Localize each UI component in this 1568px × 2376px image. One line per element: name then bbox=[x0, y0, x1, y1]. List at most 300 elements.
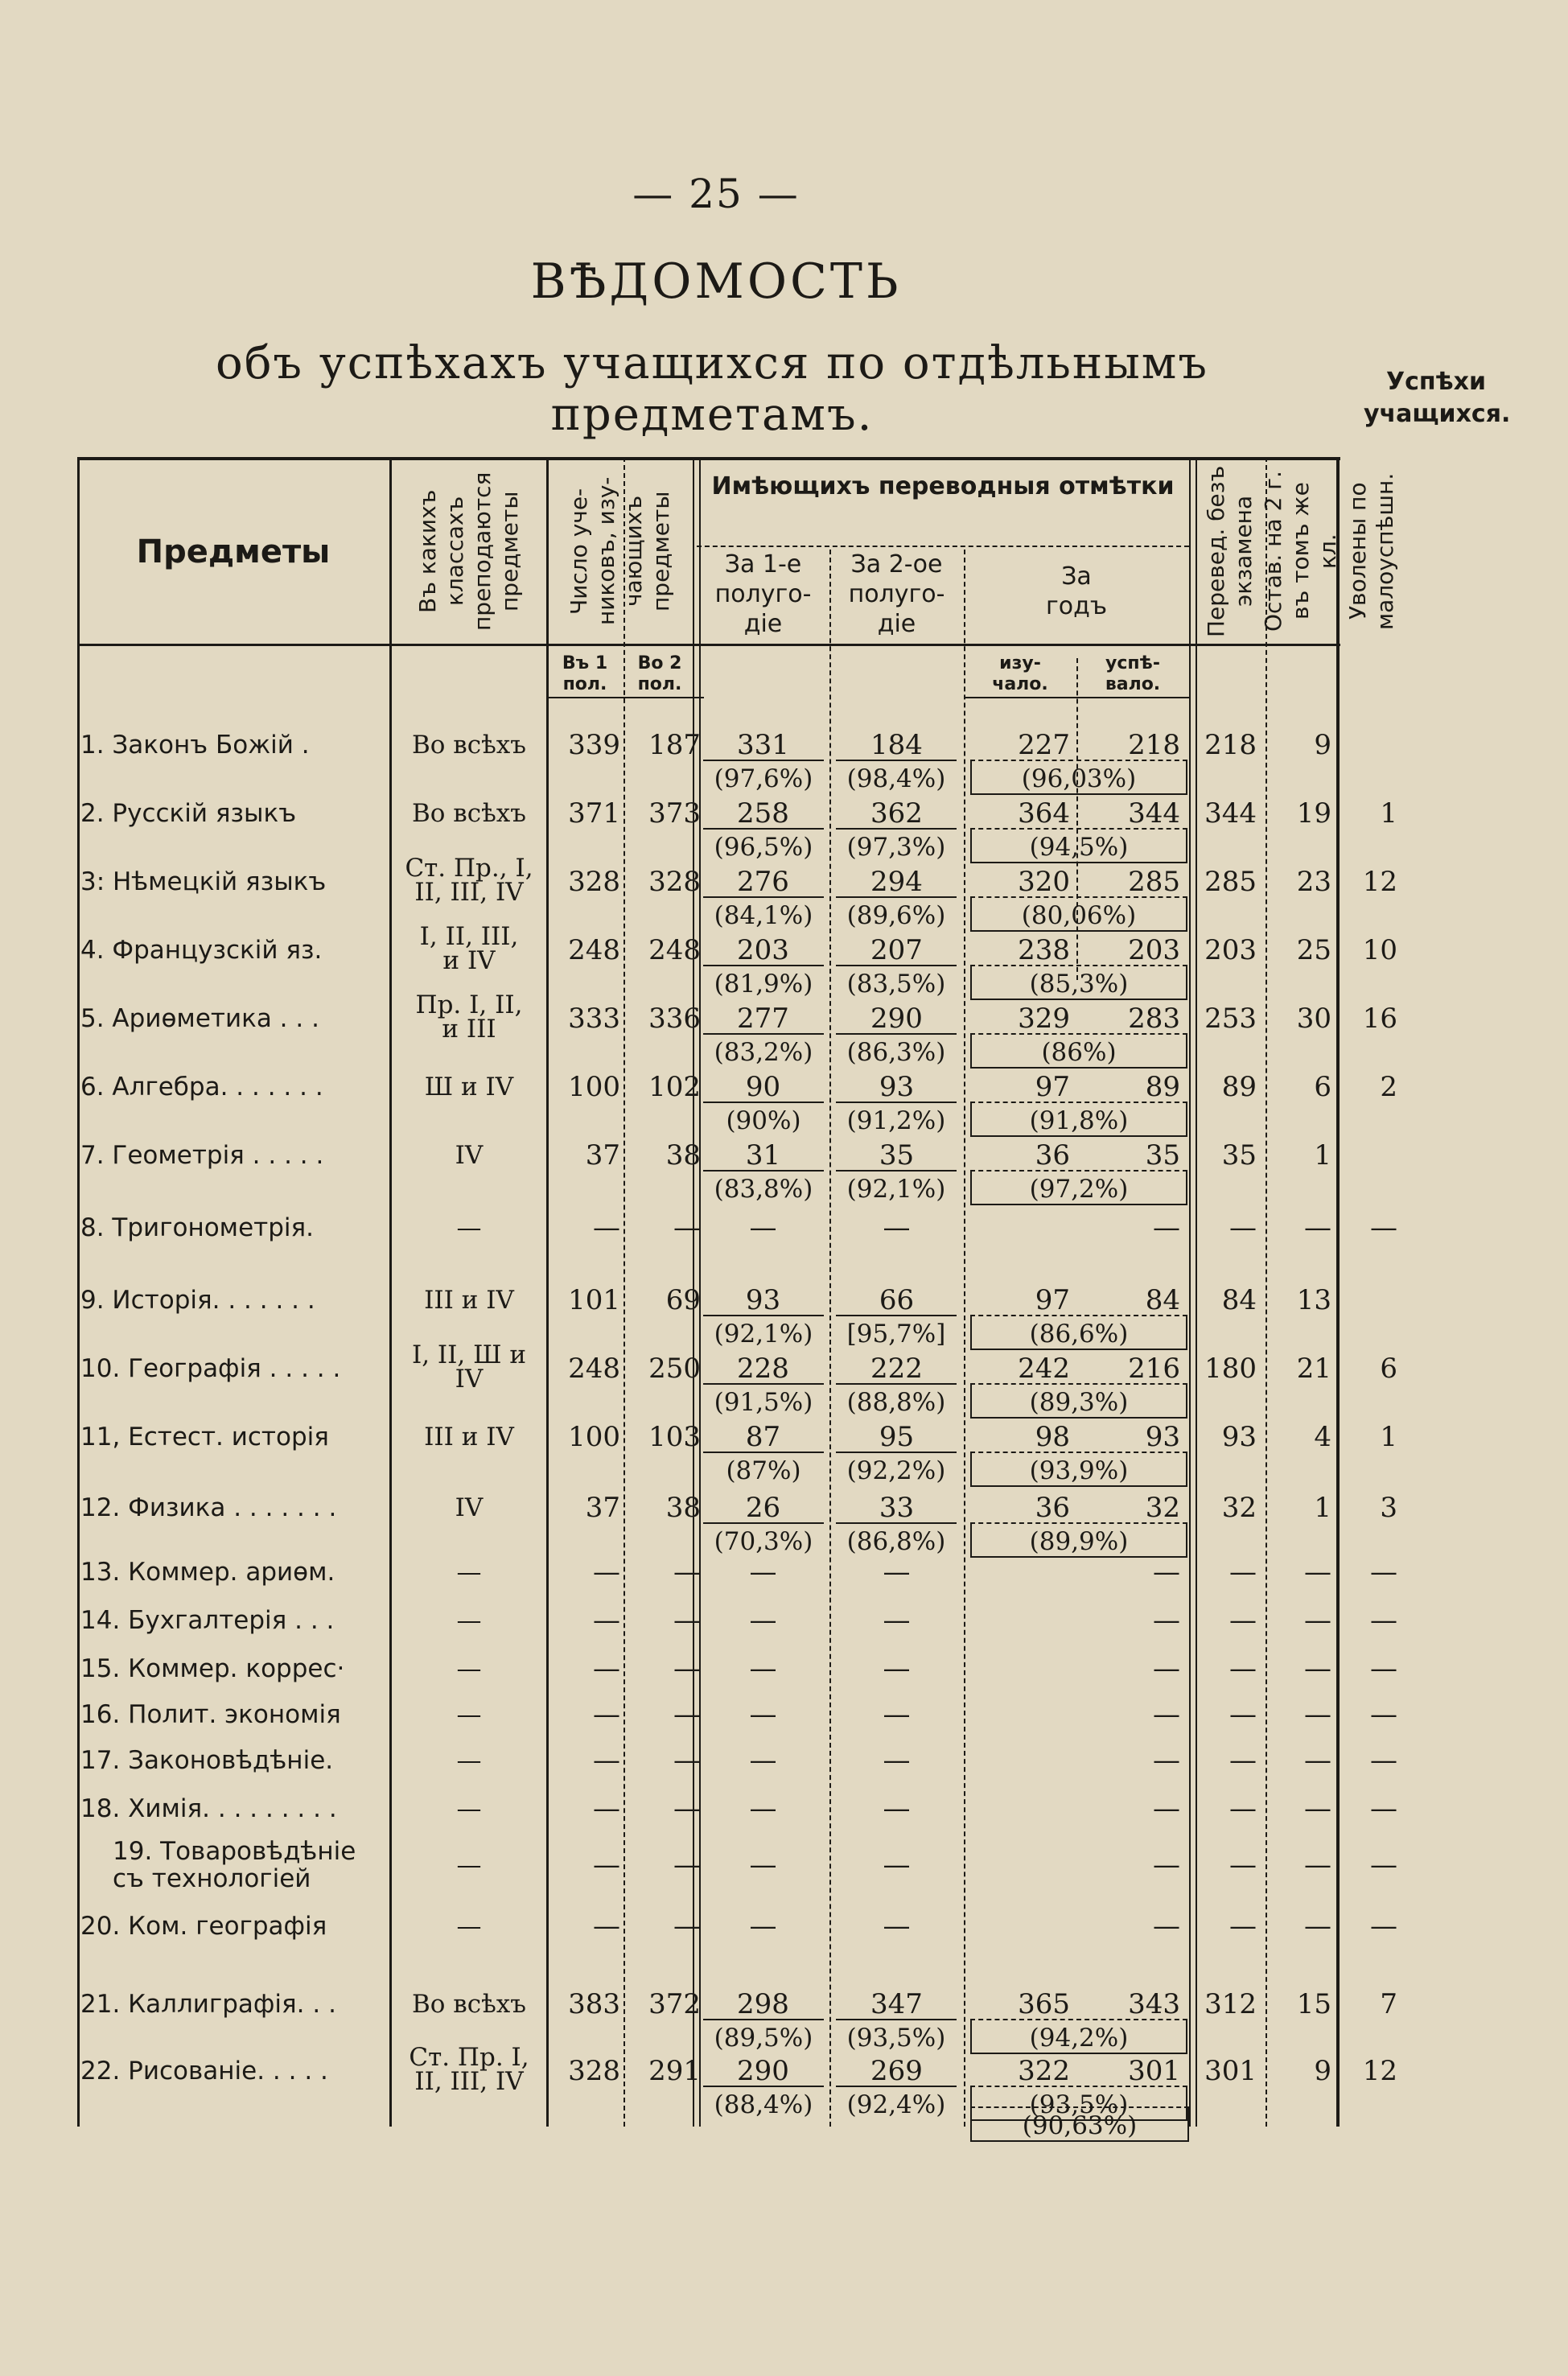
second-half-percent: (86,8%) bbox=[836, 1522, 957, 1559]
first-half-value: — bbox=[749, 1212, 777, 1244]
year-studied: 36 bbox=[1035, 1492, 1070, 1524]
promoted-no-exam: — bbox=[1229, 1699, 1257, 1731]
second-half-percent: (91,2%) bbox=[836, 1102, 957, 1139]
header-studied: изу- чало. bbox=[992, 653, 1048, 694]
subject-name: 3: Нѣмецкій языкъ bbox=[80, 867, 327, 896]
classes-taught: — bbox=[456, 1606, 482, 1635]
classes-taught: — bbox=[456, 1794, 482, 1823]
classes-taught: — bbox=[456, 1213, 482, 1242]
first-half-value: 290 bbox=[737, 2055, 789, 2087]
table-row bbox=[77, 1205, 1397, 1250]
classes-taught: — bbox=[456, 1558, 482, 1587]
classes-taught: IV bbox=[455, 1141, 484, 1170]
second-half-percent: (89,6%) bbox=[836, 896, 957, 933]
classes-taught: Во всѣхъ bbox=[411, 731, 526, 760]
second-half-value: 66 bbox=[879, 1284, 915, 1316]
year-passed: 218 bbox=[1128, 729, 1180, 761]
year-studied: 242 bbox=[1018, 1353, 1070, 1385]
count-first-term: — bbox=[593, 1653, 620, 1685]
year-passed: — bbox=[1153, 1699, 1180, 1731]
year-passed: — bbox=[1153, 1653, 1180, 1685]
first-half-value: — bbox=[749, 1910, 777, 1942]
year-passed: — bbox=[1153, 1910, 1180, 1942]
year-percent: (80,06%) bbox=[970, 896, 1187, 932]
subject-name: 4. Французскій яз. bbox=[80, 936, 323, 965]
second-half-value: 269 bbox=[870, 2055, 923, 2087]
classes-taught: Ст. Пр., I, II, III, IV bbox=[405, 856, 533, 907]
left-second-year: 25 bbox=[1296, 934, 1331, 966]
expelled-count: 12 bbox=[1362, 2055, 1397, 2087]
count-second-term: 372 bbox=[648, 1988, 701, 2020]
count-second-term: 248 bbox=[648, 934, 701, 966]
header-first-half: За 1-е полуго- діе bbox=[714, 550, 812, 638]
first-half-percent: (81,9%) bbox=[703, 965, 824, 1002]
first-half-value: 277 bbox=[737, 1003, 789, 1035]
second-half-value: 93 bbox=[879, 1071, 915, 1103]
year-passed: 344 bbox=[1128, 797, 1180, 830]
left-second-year: — bbox=[1304, 1653, 1331, 1685]
second-half-percent: (98,4%) bbox=[836, 760, 957, 797]
count-first-term: 101 bbox=[568, 1284, 620, 1316]
expelled-count: 10 bbox=[1362, 934, 1397, 966]
count-second-term: 103 bbox=[648, 1421, 701, 1453]
subject-name: 21. Каллиграфія. . . bbox=[80, 1990, 336, 2019]
left-second-year: — bbox=[1304, 1556, 1331, 1588]
first-half-value: — bbox=[749, 1744, 777, 1777]
left-second-year: 19 bbox=[1296, 797, 1331, 830]
count-first-term: — bbox=[593, 1699, 620, 1731]
count-second-term: — bbox=[673, 1793, 701, 1825]
subject-name: 14. Бухгалтерія . . . bbox=[80, 1606, 335, 1635]
first-half-value: 203 bbox=[737, 934, 789, 966]
left-second-year: 1 bbox=[1314, 1139, 1331, 1172]
year-studied: 365 bbox=[1018, 1988, 1070, 2020]
year-passed: 283 bbox=[1128, 1003, 1180, 1035]
table-row bbox=[77, 1692, 1397, 1737]
count-second-term: 250 bbox=[648, 1353, 701, 1385]
table-row bbox=[77, 1598, 1397, 1643]
year-passed: — bbox=[1153, 1556, 1180, 1588]
expelled-count: — bbox=[1370, 1212, 1397, 1244]
left-second-year: — bbox=[1304, 1849, 1331, 1881]
document-subtitle: объ успѣхахъ учащихся по отдѣльнымъ предметамъ. bbox=[216, 337, 1208, 441]
promoted-no-exam: 312 bbox=[1204, 1988, 1257, 2020]
first-half-percent: (91,5%) bbox=[703, 1383, 824, 1420]
year-passed: 35 bbox=[1145, 1139, 1180, 1172]
expelled-count: — bbox=[1370, 1604, 1397, 1637]
first-half-value: — bbox=[749, 1653, 777, 1685]
promoted-no-exam: 218 bbox=[1204, 729, 1257, 761]
year-passed: — bbox=[1153, 1604, 1180, 1637]
year-passed: 84 bbox=[1145, 1284, 1180, 1316]
count-second-term: — bbox=[673, 1212, 701, 1244]
left-second-year: — bbox=[1304, 1212, 1331, 1244]
classes-taught: Во всѣхъ bbox=[411, 1990, 526, 2019]
first-half-value: 93 bbox=[745, 1284, 781, 1316]
second-half-value: — bbox=[883, 1793, 911, 1825]
year-passed: — bbox=[1153, 1849, 1180, 1881]
subject-name: 2. Русскій языкъ bbox=[80, 799, 297, 828]
year-passed: — bbox=[1153, 1793, 1180, 1825]
year-passed: 216 bbox=[1128, 1353, 1180, 1385]
year-studied: 364 bbox=[1018, 797, 1070, 830]
first-half-percent: (88,4%) bbox=[703, 2086, 824, 2123]
expelled-count: — bbox=[1370, 1744, 1397, 1777]
first-half-percent: (90%) bbox=[703, 1102, 824, 1139]
left-second-year: 4 bbox=[1314, 1421, 1331, 1453]
first-half-percent: (87%) bbox=[703, 1452, 824, 1489]
subject-name: 19. Товаровѣдѣніе съ технологіей bbox=[113, 1838, 356, 1893]
count-second-term: — bbox=[673, 1849, 701, 1881]
classes-taught: — bbox=[456, 1912, 482, 1941]
promoted-no-exam: 253 bbox=[1204, 1003, 1257, 1035]
year-studied: 98 bbox=[1035, 1421, 1070, 1453]
expelled-count: 16 bbox=[1362, 1003, 1397, 1035]
year-passed: 203 bbox=[1128, 934, 1180, 966]
count-first-term: 371 bbox=[568, 797, 620, 830]
classes-taught: I, II, Ш и IV bbox=[411, 1343, 527, 1394]
count-first-term: — bbox=[593, 1910, 620, 1942]
first-half-value: 90 bbox=[745, 1071, 781, 1103]
left-second-year: 6 bbox=[1314, 1071, 1331, 1103]
classes-taught: — bbox=[456, 1746, 482, 1775]
promoted-no-exam: 344 bbox=[1204, 797, 1257, 830]
header-no-exam: Перевед. безъ экзамена bbox=[1202, 465, 1257, 637]
table-row bbox=[77, 1414, 1397, 1485]
table-row bbox=[77, 1982, 1397, 2053]
final-total: (90,63%) bbox=[970, 2106, 1189, 2142]
subject-name: 15. Коммер. коррес· bbox=[80, 1654, 345, 1683]
first-half-percent: (97,6%) bbox=[703, 760, 824, 797]
header-subrule bbox=[964, 697, 1189, 698]
year-percent: (93,9%) bbox=[970, 1452, 1187, 1487]
table-row bbox=[77, 924, 1397, 999]
second-half-value: — bbox=[883, 1653, 911, 1685]
count-first-term: — bbox=[593, 1849, 620, 1881]
expelled-count: 3 bbox=[1380, 1492, 1397, 1524]
classes-taught: Пр. I, II, и III bbox=[415, 993, 523, 1044]
count-first-term: 333 bbox=[568, 1003, 620, 1035]
promoted-no-exam: — bbox=[1229, 1793, 1257, 1825]
expelled-count bbox=[1336, 1278, 1401, 1323]
year-passed: — bbox=[1153, 1212, 1180, 1244]
header-expelled: Уволены по малоуспѣшн. bbox=[1344, 472, 1398, 630]
count-first-term: — bbox=[593, 1604, 620, 1637]
count-second-term: 38 bbox=[665, 1139, 701, 1172]
table-row bbox=[77, 1343, 1397, 1417]
table-row bbox=[77, 1786, 1397, 1831]
first-half-percent: (70,3%) bbox=[703, 1522, 824, 1559]
second-half-percent: (97,3%) bbox=[836, 828, 957, 865]
promoted-no-exam: — bbox=[1229, 1556, 1257, 1588]
first-half-percent: (83,8%) bbox=[703, 1170, 824, 1207]
first-half-percent: (84,1%) bbox=[703, 896, 824, 933]
promoted-no-exam: — bbox=[1229, 1849, 1257, 1881]
subject-name: 22. Рисованіе. . . . . bbox=[80, 2057, 328, 2086]
table-row bbox=[77, 723, 1340, 793]
table-row bbox=[77, 1838, 1397, 1893]
year-passed: 89 bbox=[1145, 1071, 1180, 1103]
left-second-year: 21 bbox=[1296, 1353, 1331, 1385]
count-first-term: — bbox=[593, 1556, 620, 1588]
left-second-year: 15 bbox=[1296, 1988, 1331, 2020]
promoted-no-exam: 180 bbox=[1204, 1353, 1257, 1385]
table-row bbox=[77, 791, 1397, 862]
count-first-term: — bbox=[593, 1212, 620, 1244]
left-second-year: 1 bbox=[1314, 1492, 1331, 1524]
promoted-no-exam: 84 bbox=[1221, 1284, 1257, 1316]
count-second-term: 373 bbox=[648, 797, 701, 830]
subject-name: 12. Физика . . . . . . . bbox=[80, 1493, 337, 1522]
promoted-no-exam: 32 bbox=[1221, 1492, 1257, 1524]
expelled-count bbox=[1336, 723, 1401, 768]
count-second-term: 69 bbox=[665, 1284, 701, 1316]
subject-name: 18. Химія. . . . . . . . . bbox=[80, 1794, 337, 1823]
classes-taught: — bbox=[456, 1654, 482, 1683]
second-half-value: 294 bbox=[870, 866, 923, 898]
second-half-percent: (88,8%) bbox=[836, 1383, 957, 1420]
document-title: ВѢДОМОСТЬ bbox=[530, 253, 902, 310]
left-second-year: 9 bbox=[1314, 2055, 1331, 2087]
header-left-two-years: Остав. на 2 г. въ томъ же кл. bbox=[1260, 471, 1341, 632]
second-half-value: 184 bbox=[870, 729, 923, 761]
second-half-value: 290 bbox=[870, 1003, 923, 1035]
header-transfer-marks: Имѣющихъ переводныя отмѣтки bbox=[711, 472, 1175, 500]
subject-name: 5. Ариѳметика . . . bbox=[80, 1004, 319, 1033]
header-subjects: Предметы bbox=[136, 533, 331, 570]
table-row bbox=[77, 1064, 1397, 1135]
count-first-term: 100 bbox=[568, 1071, 620, 1103]
expelled-count: — bbox=[1370, 1849, 1397, 1881]
year-percent: (96,03%) bbox=[970, 760, 1187, 795]
year-percent: (94,5%) bbox=[970, 828, 1187, 863]
first-half-value: 26 bbox=[745, 1492, 781, 1524]
expelled-count: — bbox=[1370, 1556, 1397, 1588]
year-percent: (85,3%) bbox=[970, 965, 1187, 1000]
column-divider-dashed bbox=[964, 550, 965, 2127]
second-half-percent: (93,5%) bbox=[836, 2019, 957, 2056]
year-studied: 36 bbox=[1035, 1139, 1070, 1172]
expelled-count: — bbox=[1370, 1699, 1397, 1731]
count-second-term: 336 bbox=[648, 1003, 701, 1035]
column-divider-dashed bbox=[829, 550, 831, 2127]
expelled-count: 7 bbox=[1380, 1988, 1397, 2020]
subject-name: 1. Законъ Божій . bbox=[80, 731, 310, 760]
expelled-count: — bbox=[1370, 1910, 1397, 1942]
header-subrule bbox=[546, 697, 704, 698]
header-second-term: Во 2 пол. bbox=[637, 653, 682, 694]
count-second-term: 102 bbox=[648, 1071, 701, 1103]
table-row bbox=[77, 993, 1397, 1067]
promoted-no-exam: — bbox=[1229, 1744, 1257, 1777]
year-studied: 322 bbox=[1018, 2055, 1070, 2087]
year-studied: 329 bbox=[1018, 1003, 1070, 1035]
year-percent: (97,2%) bbox=[970, 1170, 1187, 1205]
promoted-no-exam: — bbox=[1229, 1604, 1257, 1637]
table-row bbox=[77, 1904, 1397, 1949]
left-second-year: — bbox=[1304, 1744, 1331, 1777]
table-row bbox=[77, 1646, 1397, 1691]
promoted-no-exam: — bbox=[1229, 1910, 1257, 1942]
promoted-no-exam: 89 bbox=[1221, 1071, 1257, 1103]
page-number: — 25 — bbox=[632, 171, 800, 217]
second-half-value: 95 bbox=[879, 1421, 915, 1453]
second-half-value: — bbox=[883, 1744, 911, 1777]
count-first-term: — bbox=[593, 1793, 620, 1825]
promoted-no-exam: — bbox=[1229, 1212, 1257, 1244]
left-second-year: 30 bbox=[1296, 1003, 1331, 1035]
year-percent: (89,3%) bbox=[970, 1383, 1187, 1419]
expelled-count: 6 bbox=[1380, 1353, 1397, 1385]
header-student-count: Число уче-никовъ, изу-чающихъ предметы bbox=[566, 476, 674, 626]
first-half-value: 298 bbox=[737, 1988, 789, 2020]
count-first-term: 248 bbox=[568, 1353, 620, 1385]
subject-name: 13. Коммер. ариѳм. bbox=[80, 1558, 335, 1587]
first-half-value: 228 bbox=[737, 1353, 789, 1385]
promoted-no-exam: 35 bbox=[1221, 1139, 1257, 1172]
year-percent: (91,8%) bbox=[970, 1102, 1187, 1137]
second-half-value: — bbox=[883, 1910, 911, 1942]
table-top-rule bbox=[77, 457, 1340, 460]
subject-name: 9. Исторія. . . . . . . bbox=[80, 1286, 315, 1315]
second-half-percent: (92,2%) bbox=[836, 1452, 957, 1489]
left-second-year: — bbox=[1304, 1910, 1331, 1942]
count-second-term: 187 bbox=[648, 729, 701, 761]
left-second-year: 13 bbox=[1296, 1284, 1331, 1316]
expelled-count: 1 bbox=[1380, 797, 1397, 830]
classes-taught: I, II, III, и IV bbox=[419, 924, 519, 975]
subject-name: 16. Полит. экономія bbox=[80, 1700, 341, 1729]
first-half-value: — bbox=[749, 1699, 777, 1731]
classes-taught: III и IV bbox=[424, 1423, 514, 1452]
table-row bbox=[77, 2045, 1397, 2119]
first-half-percent: (96,5%) bbox=[703, 828, 824, 865]
first-half-value: — bbox=[749, 1793, 777, 1825]
expelled-count: 2 bbox=[1380, 1071, 1397, 1103]
second-half-value: 35 bbox=[879, 1139, 915, 1172]
expelled-count: 1 bbox=[1380, 1421, 1397, 1453]
expelled-count bbox=[1336, 1133, 1401, 1178]
promoted-no-exam: 301 bbox=[1204, 2055, 1257, 2087]
year-percent: (94,2%) bbox=[970, 2019, 1187, 2054]
second-half-percent: (86,3%) bbox=[836, 1033, 957, 1070]
subject-name: 7. Геометрія . . . . . bbox=[80, 1141, 324, 1170]
year-studied: 97 bbox=[1035, 1071, 1070, 1103]
second-half-value: 207 bbox=[870, 934, 923, 966]
subject-name: 10. Географія . . . . . bbox=[80, 1354, 341, 1383]
count-second-term: — bbox=[673, 1556, 701, 1588]
second-half-percent: [95,7%] bbox=[836, 1315, 957, 1352]
count-second-term: — bbox=[673, 1910, 701, 1942]
left-second-year: — bbox=[1304, 1604, 1331, 1637]
promoted-no-exam: — bbox=[1229, 1653, 1257, 1685]
promoted-no-exam: 93 bbox=[1221, 1421, 1257, 1453]
first-half-value: 258 bbox=[737, 797, 789, 830]
header-bottom-rule bbox=[77, 644, 1340, 646]
header-first-term: Въ 1 пол. bbox=[562, 653, 608, 694]
count-first-term: 328 bbox=[568, 866, 620, 898]
first-half-value: 276 bbox=[737, 866, 789, 898]
first-half-percent: (83,2%) bbox=[703, 1033, 824, 1070]
year-percent: (89,9%) bbox=[970, 1522, 1187, 1558]
header-second-half: За 2-ое полуго- діе bbox=[848, 550, 945, 638]
year-passed: 343 bbox=[1128, 1988, 1180, 2020]
first-half-percent: (92,1%) bbox=[703, 1315, 824, 1352]
classes-taught: — bbox=[456, 1851, 482, 1880]
classes-taught: IV bbox=[455, 1493, 484, 1522]
year-studied: 97 bbox=[1035, 1284, 1070, 1316]
year-percent: (86,6%) bbox=[970, 1315, 1187, 1350]
table-row bbox=[77, 1738, 1397, 1783]
second-half-value: 362 bbox=[870, 797, 923, 830]
second-half-value: — bbox=[883, 1699, 911, 1731]
first-half-value: 331 bbox=[737, 729, 789, 761]
count-second-term: — bbox=[673, 1699, 701, 1731]
header-classes: Въ какихъ классахъ преподаются предметы bbox=[414, 471, 523, 631]
classes-taught: Во всѣхъ bbox=[411, 799, 526, 828]
first-half-value: — bbox=[749, 1849, 777, 1881]
subject-name: 17. Законовѣдѣніе. bbox=[80, 1746, 334, 1775]
second-half-value: — bbox=[883, 1212, 911, 1244]
expelled-count: 12 bbox=[1362, 866, 1397, 898]
count-second-term: 328 bbox=[648, 866, 701, 898]
grades-table bbox=[77, 457, 1398, 2140]
classes-taught: Ст. Пр. I, II, III, IV bbox=[409, 2045, 529, 2096]
year-studied: 238 bbox=[1018, 934, 1070, 966]
table-row bbox=[77, 1550, 1397, 1595]
first-half-value: 31 bbox=[745, 1139, 781, 1172]
count-first-term: 37 bbox=[585, 1139, 620, 1172]
count-first-term: 248 bbox=[568, 934, 620, 966]
count-second-term: 291 bbox=[648, 2055, 701, 2087]
header-passed: успѣ- вало. bbox=[1105, 653, 1161, 694]
count-second-term: — bbox=[673, 1653, 701, 1685]
first-half-percent: (89,5%) bbox=[703, 2019, 824, 2056]
left-second-year: — bbox=[1304, 1699, 1331, 1731]
expelled-count: — bbox=[1370, 1793, 1397, 1825]
first-half-value: 87 bbox=[745, 1421, 781, 1453]
left-second-year: 23 bbox=[1296, 866, 1331, 898]
second-half-value: — bbox=[883, 1556, 911, 1588]
subject-name: 6. Алгебра. . . . . . . bbox=[80, 1073, 323, 1102]
left-second-year: 9 bbox=[1314, 729, 1331, 761]
count-second-term: — bbox=[673, 1604, 701, 1637]
table-row bbox=[77, 856, 1397, 930]
first-half-value: — bbox=[749, 1604, 777, 1637]
left-second-year: — bbox=[1304, 1793, 1331, 1825]
classes-taught: III и IV bbox=[424, 1286, 514, 1315]
classes-taught: — bbox=[456, 1700, 482, 1729]
count-first-term: — bbox=[593, 1744, 620, 1777]
count-second-term: — bbox=[673, 1744, 701, 1777]
subject-name: 11, Естест. исторія bbox=[80, 1423, 329, 1452]
second-half-percent: (92,1%) bbox=[836, 1170, 957, 1207]
second-half-value: 222 bbox=[870, 1353, 923, 1385]
margin-note: Успѣхи учащихся. bbox=[1364, 368, 1511, 428]
year-studied: 227 bbox=[1018, 729, 1070, 761]
second-half-value: — bbox=[883, 1849, 911, 1881]
second-half-value: 347 bbox=[870, 1988, 923, 2020]
second-half-percent: (83,5%) bbox=[836, 965, 957, 1002]
year-passed: — bbox=[1153, 1744, 1180, 1777]
year-passed: 93 bbox=[1145, 1421, 1180, 1453]
year-passed: 285 bbox=[1128, 866, 1180, 898]
second-half-percent: (92,4%) bbox=[836, 2086, 957, 2123]
count-first-term: 328 bbox=[568, 2055, 620, 2087]
table-row bbox=[77, 1485, 1397, 1556]
header-group-rule bbox=[697, 546, 1189, 547]
first-half-value: — bbox=[749, 1556, 777, 1588]
